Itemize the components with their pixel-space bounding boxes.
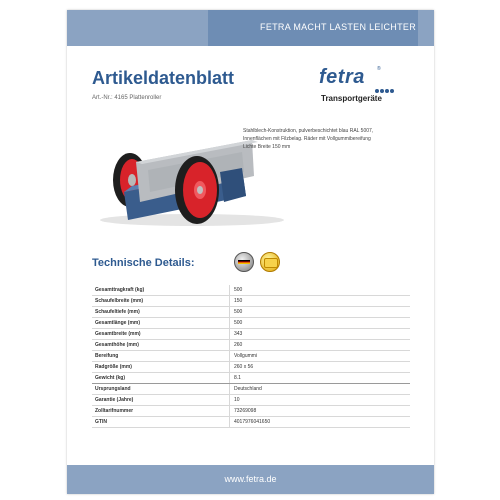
table-row (92, 384, 410, 395)
page-title: Artikeldatenblatt (92, 68, 235, 88)
logo-registered-mark: ® (377, 66, 381, 72)
spec-value: 8.1 (234, 375, 241, 381)
table-row (92, 285, 410, 296)
spec-label: Gewicht (kg) (95, 375, 126, 381)
spec-label: GTIN (95, 419, 107, 425)
spec-value: 343 (234, 331, 243, 337)
table-row (92, 373, 410, 384)
spec-label: Schaufelbreite (mm) (95, 298, 144, 304)
spec-value: 150 (234, 298, 243, 304)
spec-value: 500 (234, 287, 243, 293)
section-title: Technische Details: (92, 257, 195, 269)
description-line: Innenflächen mit Filzbelag. Räder mit Vollgummibereifung (243, 136, 371, 142)
footer-banner (67, 465, 434, 494)
table-row (92, 296, 410, 307)
table-row (92, 395, 410, 406)
spec-label: Garantie (Jahre) (95, 397, 134, 403)
spec-value: 73269098 (234, 408, 257, 414)
description-line: Stahlblech-Konstruktion, pulverbeschichtet blau RAL 5007, (243, 128, 374, 134)
spec-label: Ursprungsland (95, 386, 131, 392)
quality-seal-badge-icon (260, 252, 280, 272)
datasheet-page (67, 10, 434, 494)
spec-label: Gesamttragkraft (kg) (95, 287, 145, 293)
spec-label: Zolltarifnummer (95, 408, 134, 414)
table-row (92, 318, 410, 329)
spec-value: 10 (234, 397, 240, 403)
made-in-germany-badge-icon (234, 252, 254, 272)
banner-tagline: FETRA MACHT LASTEN LEICHTER (260, 22, 416, 32)
description-line: Lichte Breite 150 mm (243, 144, 291, 150)
table-row (92, 340, 410, 351)
table-row (92, 406, 410, 417)
top-banner (67, 10, 434, 46)
spec-value: 4017976041650 (234, 419, 271, 425)
table-row (92, 307, 410, 318)
spec-value: 500 (234, 320, 243, 326)
spec-value: 260 x 56 (234, 364, 254, 370)
table-row (92, 329, 410, 340)
logo-wordmark: fetra (319, 66, 365, 88)
spec-value: 500 (234, 309, 243, 315)
spec-value: 260 (234, 342, 243, 348)
spec-label: Radgröße (mm) (95, 364, 132, 370)
spec-value: Deutschland (234, 386, 262, 392)
logo-subtitle: Transportgeräte (321, 94, 382, 103)
product-description (243, 127, 423, 151)
fetra-logo (319, 66, 399, 112)
footer-website-link[interactable]: www.fetra.de (224, 474, 277, 484)
specs-table (92, 285, 410, 428)
spec-label: Gesamtlänge (mm) (95, 320, 141, 326)
spec-value: Vollgummi (234, 353, 258, 359)
table-row (92, 362, 410, 373)
table-row (92, 417, 410, 428)
table-row (92, 351, 410, 362)
spec-label: Schaufeltiefe (mm) (95, 309, 140, 315)
spec-label: Gesamthöhe (mm) (95, 342, 139, 348)
spec-label: Bereifung (95, 353, 119, 359)
article-number: Art.-Nr.: 4165 Plattenroller (92, 95, 162, 101)
spec-label: Gesamtbreite (mm) (95, 331, 141, 337)
